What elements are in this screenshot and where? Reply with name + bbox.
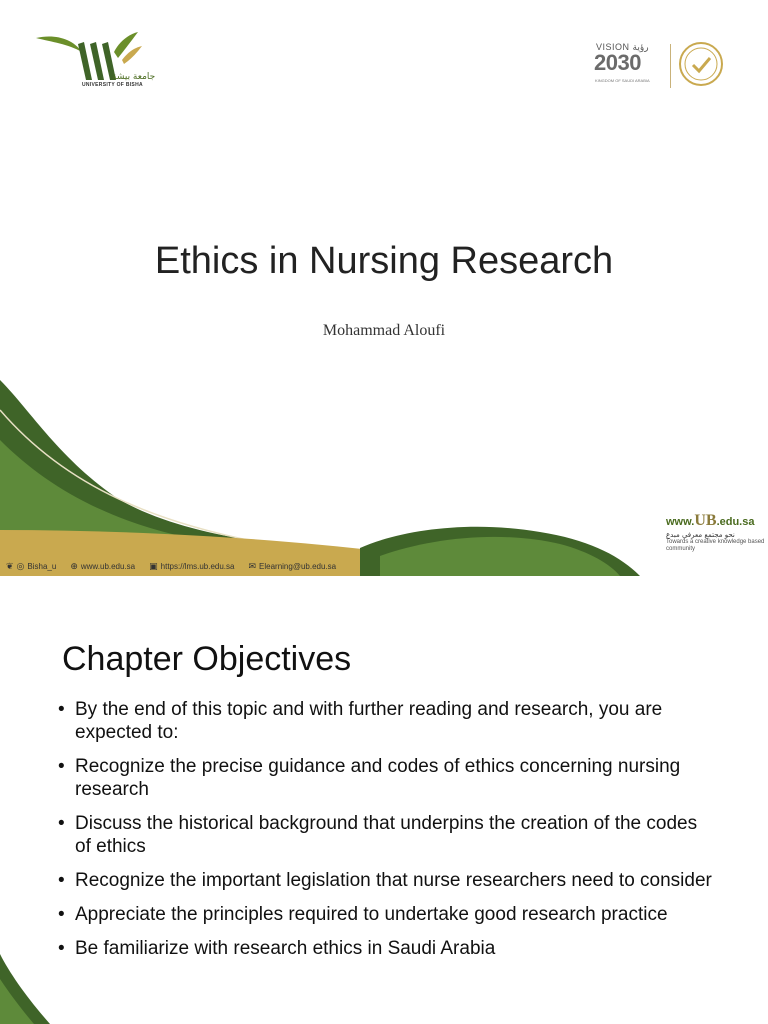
vision-2030-logo xyxy=(590,40,670,90)
footer-lms xyxy=(149,561,234,572)
list-item-text: Recognize the important legislation that nurse researchers need to consider xyxy=(75,870,712,891)
footer-email xyxy=(248,561,336,572)
list-item xyxy=(58,869,718,892)
list-item-text: Be familiarize with research ethics in Saudi Arabia xyxy=(75,938,496,959)
decorative-green-waves xyxy=(0,380,768,576)
list-item-text: Discuss the historical background that underpins the creation of the codes of ethics xyxy=(75,813,698,857)
bullet-marker: • xyxy=(58,904,65,925)
globe-icon: ⊕ xyxy=(70,560,78,571)
ub-suffix: .edu.sa xyxy=(716,516,755,528)
email-address: Elearning@ub.edu.sa xyxy=(259,561,337,571)
list-item xyxy=(58,937,718,960)
monitor-icon: ▣ xyxy=(149,560,158,571)
list-item xyxy=(58,903,718,926)
slide-heading: Chapter Objectives xyxy=(62,640,352,678)
list-item xyxy=(58,698,718,744)
university-of-bisha-logo xyxy=(34,30,156,92)
slide-separator xyxy=(0,576,768,590)
bullet-marker: • xyxy=(58,699,65,720)
ub-website-mark xyxy=(666,512,766,562)
list-item xyxy=(58,812,718,858)
list-item-text: Appreciate the principles required to undertake good research practice xyxy=(75,904,668,925)
footer-social xyxy=(6,561,56,572)
author-name: Mohammad Aloufi xyxy=(322,322,446,339)
vision-year: 2030 xyxy=(594,50,641,75)
objectives-list xyxy=(58,698,718,971)
bullet-marker: • xyxy=(58,813,65,834)
objectives-slide xyxy=(0,590,768,1024)
list-item-text: Recognize the precise guidance and codes of ethics concerning nursing research xyxy=(75,756,681,800)
ub-arabic-tagline: نحو مجتمع معرفي مبدع xyxy=(666,531,735,539)
social-handle: Bisha_u xyxy=(27,561,57,571)
vision-subtitle: KINGDOM OF SAUDI ARABIA xyxy=(595,78,650,83)
twitter-icon: ❦ xyxy=(6,560,14,571)
ub-english-tagline: Towards a creative knowledge based community xyxy=(666,539,765,552)
vision-label: VISION رؤية xyxy=(596,42,649,52)
logo-divider xyxy=(670,44,671,88)
lms-url: https://lms.ub.edu.sa xyxy=(160,561,235,571)
accreditation-seal-icon xyxy=(678,41,724,87)
decorative-corner-leaf xyxy=(0,954,60,1024)
footer-contact-bar xyxy=(6,558,336,574)
list-item xyxy=(58,755,718,801)
ub-prefix: www. xyxy=(666,516,695,528)
bullet-marker: • xyxy=(58,756,65,777)
ub-mark: UB xyxy=(694,512,717,529)
list-item-text: By the end of this topic and with further reading and research, you are expected to: xyxy=(75,699,663,743)
logo-arabic-name: جامعة بيشة xyxy=(112,72,156,82)
footer-website xyxy=(70,561,135,572)
email-icon: ✉ xyxy=(248,560,257,571)
instagram-icon: ◎ xyxy=(16,560,25,571)
bullet-marker: • xyxy=(58,938,65,959)
bullet-marker: • xyxy=(58,870,65,891)
website-url: www.ub.edu.sa xyxy=(80,561,136,571)
presentation-title: Ethics in Nursing Research xyxy=(154,240,614,282)
logo-english-name: UNIVERSITY OF BISHA xyxy=(82,82,143,88)
